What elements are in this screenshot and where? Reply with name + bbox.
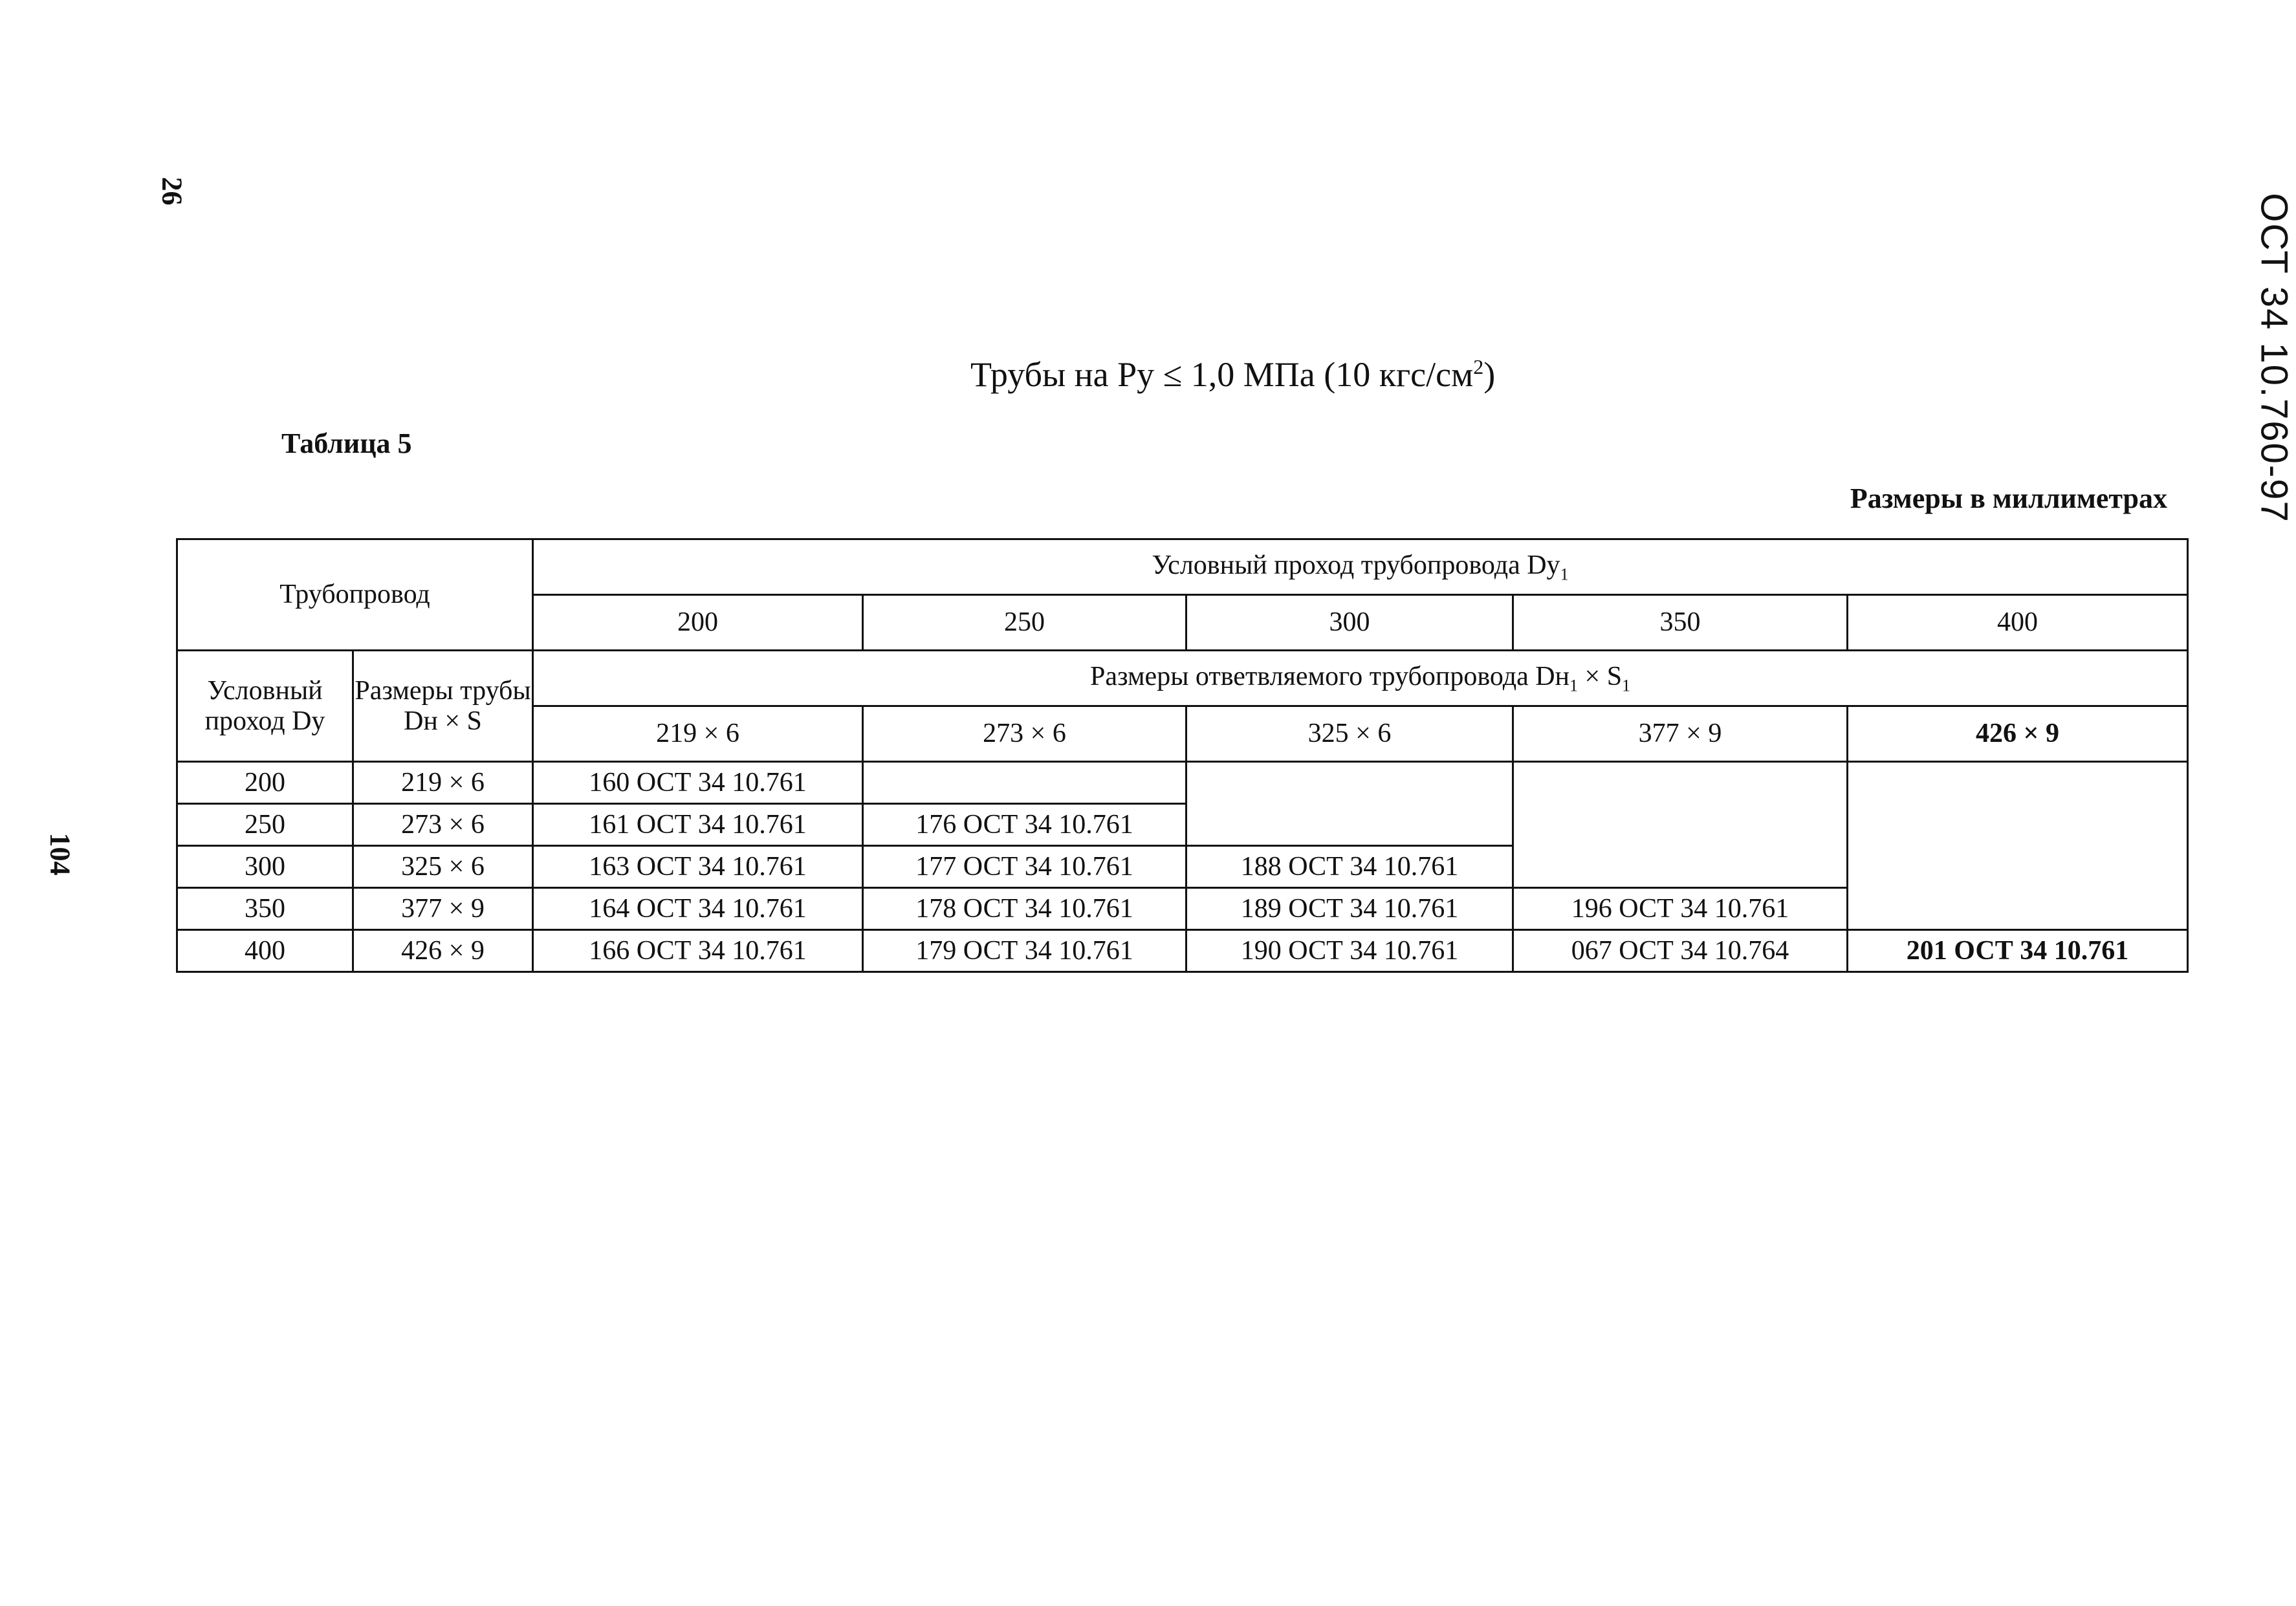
table-cell-empty xyxy=(1186,762,1513,846)
table-cell: 196 ОСТ 34 10.761 xyxy=(1513,888,1848,930)
table-cell: 164 ОСТ 34 10.761 xyxy=(533,888,863,930)
table-cell: 166 ОСТ 34 10.761 xyxy=(533,930,863,972)
title-close: ) xyxy=(1483,355,1496,394)
table-cell: 190 ОСТ 34 10.761 xyxy=(1186,930,1513,972)
table-cell xyxy=(863,762,1186,804)
row-size: 426 × 9 xyxy=(353,930,533,972)
branch-size-header xyxy=(533,651,2188,706)
pipe-size-header: Размеры трубы Dн × S xyxy=(353,651,533,762)
table-cell: 176 ОСТ 34 10.761 xyxy=(863,804,1186,846)
passage-header-sub: 1 xyxy=(1560,564,1569,583)
column-size-header: 273 × 6 xyxy=(863,706,1186,762)
row-dy: 200 xyxy=(177,762,353,804)
branch-size-header-mid: × S xyxy=(1578,661,1623,691)
row-dy: 250 xyxy=(177,804,353,846)
branch-size-header-sub1: 1 xyxy=(1569,675,1579,695)
title-text: Трубы на Ру ≤ 1,0 МПа (10 кгс/см xyxy=(970,355,1474,394)
row-size: 219 × 6 xyxy=(353,762,533,804)
column-header: 400 xyxy=(1848,595,2188,651)
column-size-header: 325 × 6 xyxy=(1186,706,1513,762)
table-cell-empty xyxy=(1848,762,2188,930)
title-superscript: 2 xyxy=(1473,355,1484,378)
page-number-top: 26 xyxy=(156,177,188,206)
table-cell: 161 ОСТ 34 10.761 xyxy=(533,804,863,846)
column-header: 300 xyxy=(1186,595,1513,651)
column-size-header: 219 × 6 xyxy=(533,706,863,762)
table-label: Таблица 5 xyxy=(281,428,412,459)
row-dy: 350 xyxy=(177,888,353,930)
passage-header xyxy=(533,539,2188,595)
page-title xyxy=(970,354,1495,395)
table-cell: 177 ОСТ 34 10.761 xyxy=(863,846,1186,888)
table-row xyxy=(177,762,2188,804)
table-row xyxy=(177,930,2188,972)
nominal-dy-header: Условный проход Dу xyxy=(177,651,353,762)
row-dy: 300 xyxy=(177,846,353,888)
pipeline-header: Трубопровод xyxy=(177,539,533,651)
row-size: 273 × 6 xyxy=(353,804,533,846)
pipe-table xyxy=(176,538,2189,973)
branch-size-header-text: Размеры ответвляемого трубопровода Dн xyxy=(1089,661,1570,691)
column-header: 250 xyxy=(863,595,1186,651)
table-cell: 160 ОСТ 34 10.761 xyxy=(533,762,863,804)
table-cell: 067 ОСТ 34 10.764 xyxy=(1513,930,1848,972)
table-cell: 179 ОСТ 34 10.761 xyxy=(863,930,1186,972)
table-cell: 163 ОСТ 34 10.761 xyxy=(533,846,863,888)
units-label: Размеры в миллиметрах xyxy=(1850,483,2167,514)
header-row-1 xyxy=(177,539,2188,595)
table-cell: 178 ОСТ 34 10.761 xyxy=(863,888,1186,930)
column-size-header: 377 × 9 xyxy=(1513,706,1848,762)
row-dy: 400 xyxy=(177,930,353,972)
page-number-side: 104 xyxy=(44,832,76,876)
column-size-header: 426 × 9 xyxy=(1848,706,2188,762)
header-row-3 xyxy=(177,651,2188,706)
row-size: 325 × 6 xyxy=(353,846,533,888)
column-header: 200 xyxy=(533,595,863,651)
table-cell: 201 ОСТ 34 10.761 xyxy=(1848,930,2188,972)
branch-size-header-sub2: 1 xyxy=(1622,675,1631,695)
passage-header-text: Условный проход трубопровода Dу xyxy=(1152,550,1560,580)
table-cell-empty xyxy=(1513,762,1848,888)
document-code: ОСТ 34 10.760-97 xyxy=(2253,193,2295,523)
table-cell: 189 ОСТ 34 10.761 xyxy=(1186,888,1513,930)
row-size: 377 × 9 xyxy=(353,888,533,930)
table-cell: 188 ОСТ 34 10.761 xyxy=(1186,846,1513,888)
column-header: 350 xyxy=(1513,595,1848,651)
